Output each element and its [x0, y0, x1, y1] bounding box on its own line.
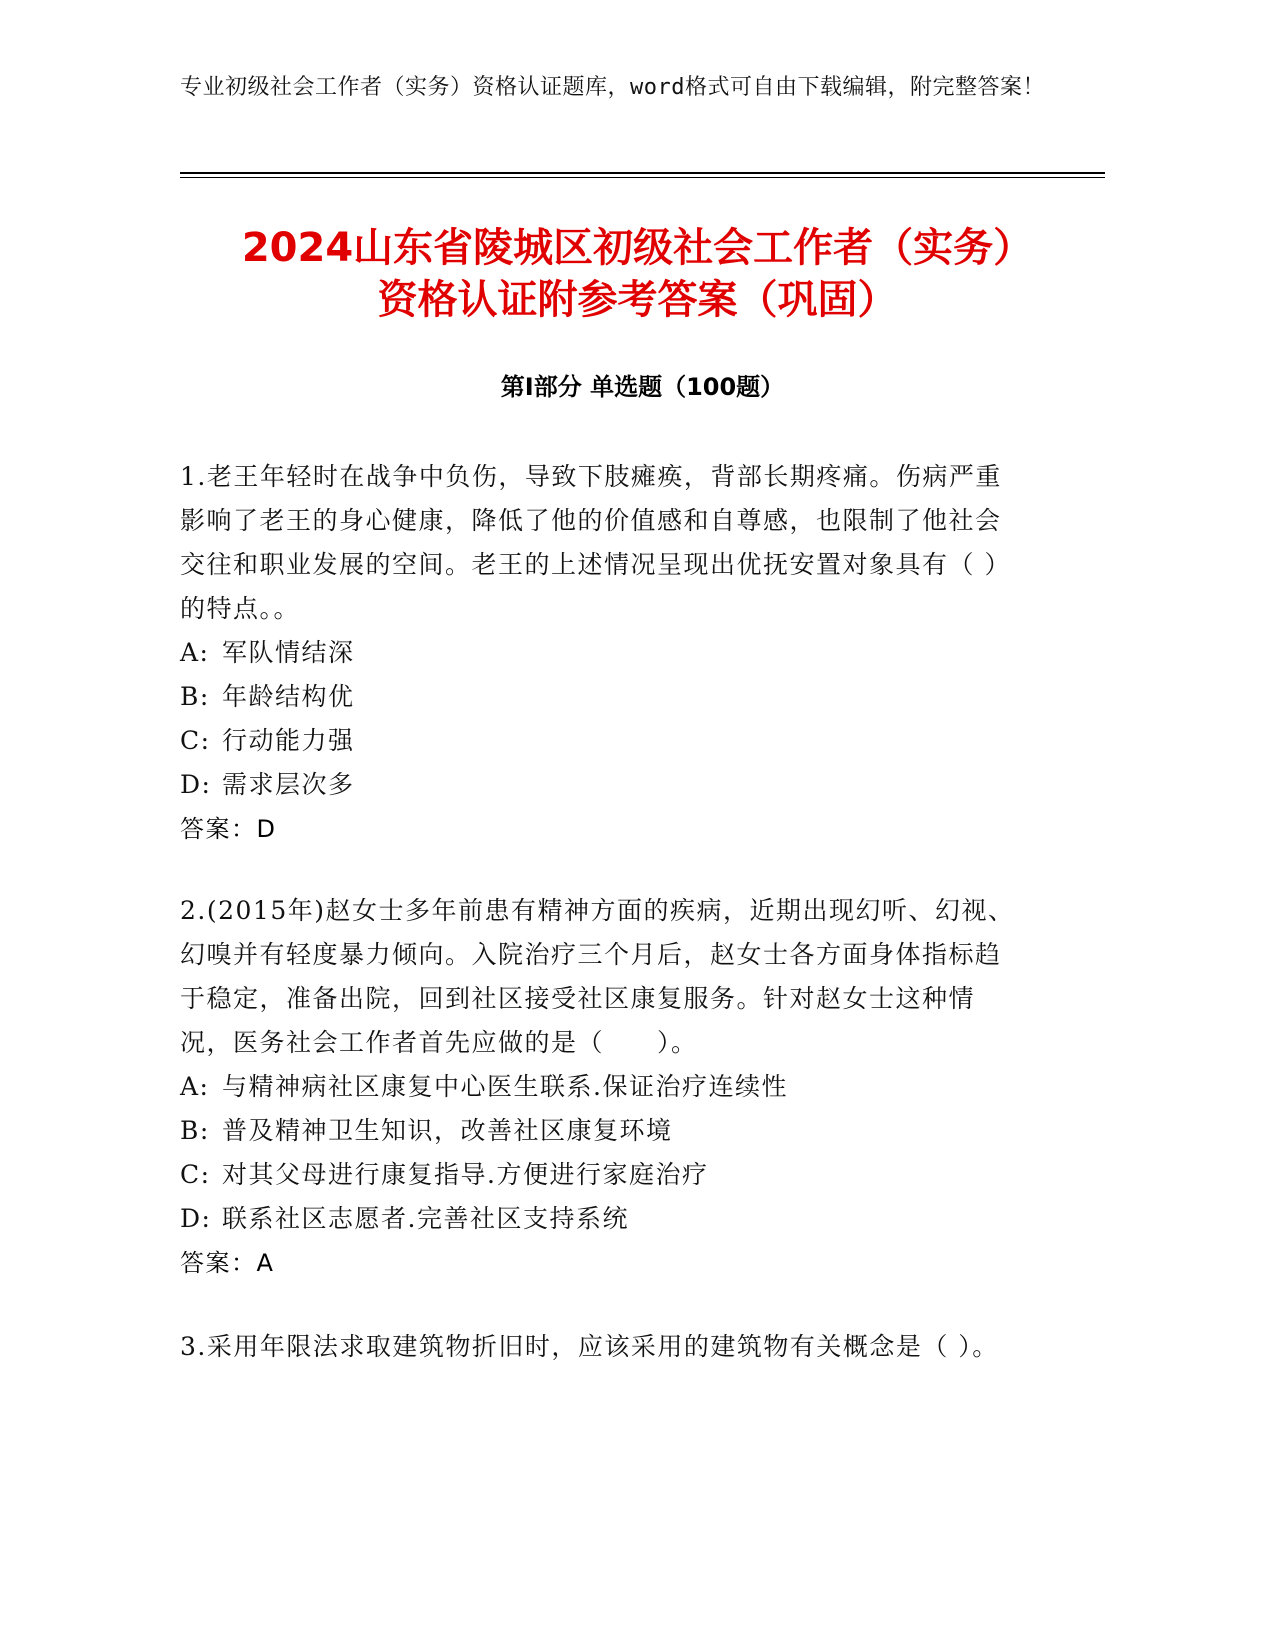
option-text: 需求层次多: [222, 770, 355, 799]
option-a: [180, 631, 1025, 675]
option-text: 普及精神卫生知识，改善社区康复环境: [222, 1116, 673, 1145]
question-1: [180, 455, 1025, 851]
option-c: [180, 719, 1025, 763]
answer-label: 答案：D: [180, 815, 277, 843]
option-letter: C:: [180, 726, 211, 755]
question-3: [180, 1325, 1025, 1369]
option-text: 年龄结构优: [222, 682, 355, 711]
question-text: 3.采用年限法求取建筑物折旧时，应该采用的建筑物有关概念是（ ）。: [180, 1332, 999, 1361]
option-letter: D:: [180, 770, 212, 799]
option-text: 军队情结深: [222, 638, 355, 667]
option-text: 对其父母进行康复指导.方便进行家庭治疗: [222, 1160, 709, 1189]
option-letter: C:: [180, 1160, 211, 1189]
header-divider-thick: [180, 172, 1105, 174]
option-c: [180, 1153, 1025, 1197]
question-text: 2.(2015年)赵女士多年前患有精神方面的疾病，近期出现幻听、幻视、幻嗅并有轻度暴力倾向。入院治疗三个月后，赵女士各方面身体指标趋于稳定，准备出院，回到社区接受社区康复服务。针对赵女士这种情况，医务社会工作者首先应做的是（ ）。: [180, 896, 1015, 1057]
option-text: 与精神病社区康复中心医生联系.保证治疗连续性: [222, 1072, 788, 1101]
section-title: 第Ⅰ部分 单选题（100题）: [500, 373, 785, 401]
option-text: 行动能力强: [222, 726, 355, 755]
question-text: 1.老王年轻时在战争中负伤，导致下肢瘫痪，背部长期疼痛。伤病严重影响了老王的身心健康，降低了他的价值感和自尊感，也限制了他社会交往和职业发展的空间。老王的上述情况呈现出优抚安置对象具有（ ）的特点。。: [180, 462, 1011, 623]
document-title-line1: 2024山东省陵城区初级社会工作者（实务）: [241, 225, 1034, 271]
option-letter: B:: [180, 682, 210, 711]
option-letter: A:: [180, 638, 210, 667]
option-b: [180, 675, 1025, 719]
question-2: [180, 889, 1025, 1285]
option-letter: D:: [180, 1204, 212, 1233]
option-b: [180, 1109, 1025, 1153]
option-a: [180, 1065, 1025, 1109]
option-d: [180, 1197, 1025, 1241]
header-note: 专业初级社会工作者（实务）资格认证题库，word格式可自由下载编辑，附完整答案！: [180, 75, 1045, 100]
document-title-line2: 资格认证附参考答案（巩固）: [377, 277, 898, 323]
answer-label: 答案：A: [180, 1249, 275, 1277]
header-divider-thin: [180, 177, 1105, 178]
option-d: [180, 763, 1025, 807]
document-title: [150, 222, 1125, 326]
option-letter: B:: [180, 1116, 210, 1145]
option-text: 联系社区志愿者.完善社区支持系统: [222, 1204, 629, 1233]
option-letter: A:: [180, 1072, 210, 1101]
